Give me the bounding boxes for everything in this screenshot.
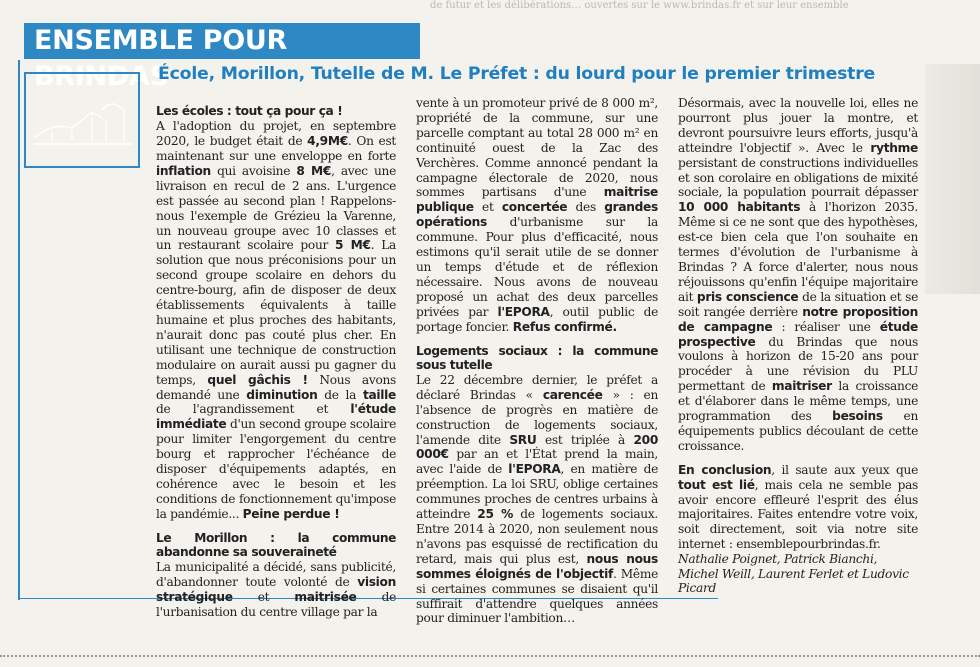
article-column-2 xyxy=(416,96,658,626)
paragraph: Désormais, avec la nouvelle loi, elles ne pourront plus jouer la montre, et devront poursuivre leurs efforts, jusqu'à atteindre l'objectif ». Avec le rythme persistant de constructions individuelles et son corolaire en obligations de mixité sociale, la population pourrait dépasser 10 000 habitants à l'horizon 2035. Même si ce ne sont que des hypothèses, est-ce bien cela que l'on souhaite en termes d'évolution de l'urbanisme à Brindas ? A force d'alerter, nous nous réjouissons qu'enfin l'équipe majoritaire ait pris conscience de la situation et se soit rangée derrière notre proposition de campagne : réaliser une étude prospective du Brindas que nous voulons à horizon de 15-20 ans pour procéder à une révision du PLU permettant de maitriser la croissance et d'élaborer dans le même temps, une programmation des besoins en équipements publics découlant de cette croissance. xyxy=(678,96,919,453)
article-column-1 xyxy=(156,104,396,620)
adjacent-page-bleed: de futur et les délibérations… ouvertes sur le www.brindas.fr et sur leur ensemble xyxy=(430,0,849,11)
subheading: Logements sociaux : la commune sous tutelle xyxy=(416,343,658,372)
paragraph: vente à un promoteur privé de 8 000 m², propriété de la commune, sur une parcelle comptant au total 28 000 m² en continuité ouest de la Zac des Verchères. Comme annoncé pendant la campagne électorale de 2020, nous sommes partisans d'une maitrise publique et concertée des grandes opérations d'urbanisme sur la commune. Pour plus d'efficacité, nous estimons qu'il serait utile de se donner un temps d'étude et de réflexion nécessaire. Nous avons de nouveau proposé un achat des deux parcelles privées par l'EPORA, outil public de portage foncier. Refus confirmé. xyxy=(416,96,658,334)
paragraph: En conclusion, il saute aux yeux que tout est lié, mais cela ne semble pas avoir encore effleuré l'esprit des élus majoritaires. Faites entendre votre voix, soit directement, soit via notre site internet : ensemblepourbrindas.fr. xyxy=(678,462,918,552)
subheading: Les écoles : tout ça pour ça ! xyxy=(156,104,343,118)
paragraph: Le 22 décembre dernier, le préfet a déclaré Brindas « carencée » : en l'absence de progrès en matière de construction de logements sociaux, l'amende dite SRU est triplée à 200 000€ par an et l'État prend la main, avec l'aide de l'EPORA, en matière de préemption. La loi SRU, oblige certaines communes proches de centres urbains à atteindre 25 % de logements sociaux. Entre 2014 à 2020, non seulement nous n'avons pas esquissé de rectification du retard, mais qui plus est, nous nous sommes éloignés de l'objectif. Même si certaines communes se disaient qu'il suffirait d'attendre quelques années pour diminuer l'ambition… xyxy=(416,372,658,626)
subheading: Le Morillon : la commune abandonne sa souveraineté xyxy=(156,530,396,559)
paragraph: La municipalité a décidé, sans publicité, d'abandonner toute volonté de vision stratégique et maitrisée de l'urbanisation du centre village par la xyxy=(156,560,396,619)
paragraph: A l'adoption du projet, en septembre 2020, le budget était de 4,9M€. On est maintenant sur une enveloppe en forte inflation qui avoisine 8 M€, avec une livraison en recul de 2 ans. L'urgence est passée au second plan ! Rappelons-nous l'exemple de Grézieu la Varenne, un nouveau groupe avec 10 classes et un restaurant scolaire pour 5 M€. La solution que nous préconisions pour un second groupe scolaire en dehors du centre-bourg, afin de disposer de deux établissements équivalents à taille humaine et plus proches des habitants, n'aurait donc pas couté plus cher. En utilisant une technique de construction modulaire on aurait aussi pu gagner du temps, quel gâchis ! Nous avons demandé une diminution de la taille de l'agrandissement et l'étude immédiate d'un second groupe scolaire pour limiter l'engorgement du centre bourg et rapprocher l'échéance de disposer d'équipements adaptés, en cohérence avec le besoin et les conditions de fonctionnement qu'impose la pandémie... Peine perdue ! xyxy=(156,119,397,521)
signature: Nathalie Poignet, Patrick Bianchi, Michel Weill, Laurent Ferlet et Ludovic Picard xyxy=(678,552,909,596)
article-column-3 xyxy=(678,96,918,596)
article-title: École, Morillon, Tutelle de M. Le Préfet : du lourd pour le premier trimestre xyxy=(158,64,876,84)
page-bottom-rule xyxy=(0,655,980,657)
adjacent-page-edge xyxy=(925,24,980,664)
village-illustration xyxy=(24,72,140,168)
village-icon xyxy=(32,82,134,160)
section-header: ENSEMBLE POUR BRINDAS xyxy=(24,23,420,59)
